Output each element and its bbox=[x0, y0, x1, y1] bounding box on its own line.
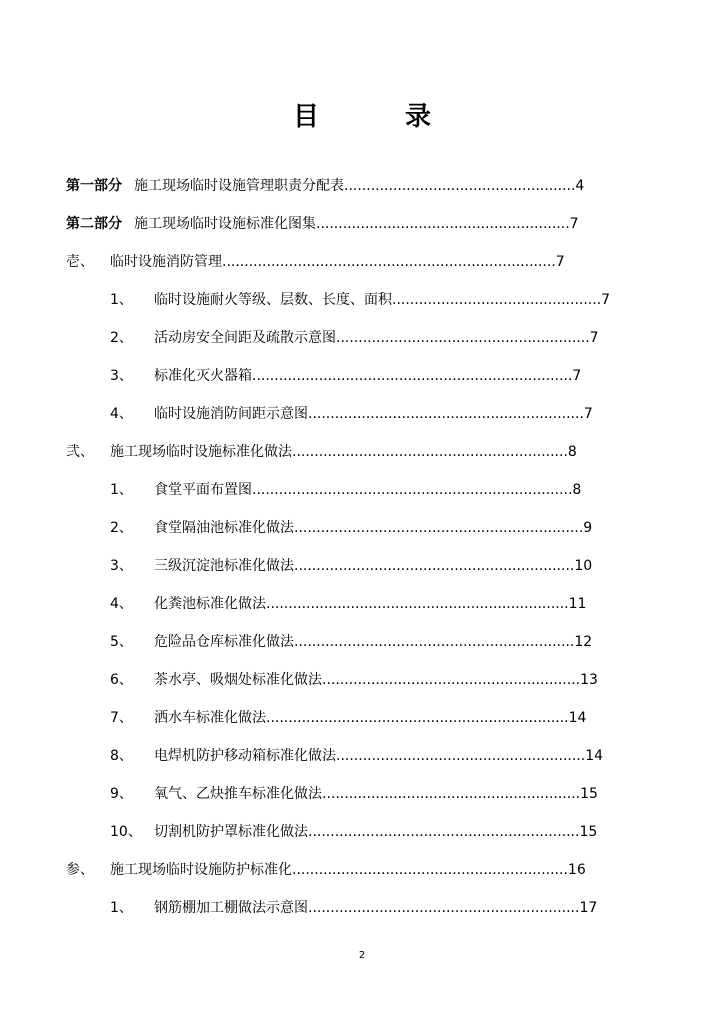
toc-entry-page: 7 bbox=[569, 216, 579, 232]
toc-entry-number: 4、 bbox=[110, 596, 133, 612]
toc-entry-number: 1、 bbox=[110, 900, 133, 916]
toc-entry-number: 第一部分 bbox=[66, 178, 122, 194]
toc-entry-number: 10、 bbox=[110, 824, 142, 840]
toc-entry-number: 1、 bbox=[110, 292, 133, 308]
toc-entry-title: 临时设施消防间距示意图..............................................................7 bbox=[154, 406, 593, 422]
toc-entry-title: 三级沉淀池标准化做法...............................................................10 bbox=[154, 558, 593, 574]
toc-title: 目 录 bbox=[292, 102, 461, 132]
toc-entry-title: 施工现场临时设施标准化做法..............................................................8 bbox=[110, 444, 577, 460]
toc-entry-number: 4、 bbox=[110, 406, 133, 422]
toc-entry-title: 临时设施消防管理...........................................................................7 bbox=[110, 254, 565, 270]
toc-entry-page: 7 bbox=[589, 330, 599, 346]
toc-entry-title: 标准化灭火器箱........................................................................7 bbox=[154, 368, 582, 384]
toc-entry-number: 6、 bbox=[110, 672, 133, 688]
toc-leader-dots: .................................................... bbox=[344, 178, 576, 194]
toc-entry-title: 临时设施耐火等级、层数、长度、面积...............................................7 bbox=[154, 292, 611, 308]
toc-entry-number: 第二部分 bbox=[66, 216, 122, 232]
toc-leader-dots: ........................................................ bbox=[336, 748, 586, 764]
toc-leader-dots: .............................................................. bbox=[292, 444, 568, 460]
toc-entry-page: 12 bbox=[574, 634, 593, 650]
toc-leader-dots: ............................................................. bbox=[308, 824, 580, 840]
toc-entry[interactable] bbox=[110, 288, 613, 312]
toc-entry-page: 7 bbox=[572, 368, 582, 384]
toc-entry-title: 氧气、乙炔推车标准化做法..........................................................15 bbox=[154, 786, 598, 802]
toc-entry-page: 4 bbox=[575, 178, 585, 194]
toc-entry-page: 10 bbox=[574, 558, 593, 574]
toc-leader-dots: ......................................................... bbox=[316, 216, 570, 232]
toc-entry-number: 参、 bbox=[66, 862, 94, 878]
toc-entry-number: 3、 bbox=[110, 368, 133, 384]
toc-entry-title: 食堂平面布置图........................................................................8 bbox=[154, 482, 582, 498]
toc-leader-dots: .................................................................... bbox=[266, 710, 569, 726]
toc-entry-number: 7、 bbox=[110, 710, 133, 726]
toc-leader-dots: ........................................................................... bbox=[222, 254, 556, 270]
page-number: 2 bbox=[358, 950, 366, 961]
toc-entry-title: 茶水亭、吸烟处标准化做法..........................................................13 bbox=[154, 672, 598, 688]
toc-leader-dots: .......................................................... bbox=[322, 786, 581, 802]
toc-entry-title: 食堂隔油池标准化做法.................................................................9 bbox=[154, 520, 593, 536]
toc-entry-title: 危险品仓库标准化做法...............................................................12 bbox=[154, 634, 593, 650]
toc-entry[interactable] bbox=[66, 858, 588, 882]
toc-leader-dots: .............................................................. bbox=[308, 406, 584, 422]
toc-entry[interactable] bbox=[66, 440, 581, 464]
toc-entry-number: 8、 bbox=[110, 748, 133, 764]
toc-entry-title: 化粪池标准化做法....................................................................11 bbox=[154, 596, 587, 612]
toc-entry[interactable] bbox=[110, 630, 596, 654]
toc-entry-page: 8 bbox=[567, 444, 577, 460]
toc-entry-title: 施工现场临时设施管理职责分配表....................................................4 bbox=[134, 178, 585, 194]
toc-entry[interactable] bbox=[110, 516, 594, 540]
toc-entry-page: 8 bbox=[572, 482, 582, 498]
toc-entry-title: 施工现场临时设施标准化图集.........................................................7 bbox=[134, 216, 579, 232]
toc-entry-page: 14 bbox=[585, 748, 604, 764]
toc-entry-page: 7 bbox=[555, 254, 565, 270]
toc-entry-number: 2、 bbox=[110, 330, 133, 346]
toc-entry[interactable] bbox=[110, 744, 604, 768]
toc-entry-page: 13 bbox=[580, 672, 598, 688]
toc-entry-title: 洒水车标准化做法....................................................................14 bbox=[154, 710, 587, 726]
toc-entry-title: 钢筋棚加工棚做法示意图.............................................................17 bbox=[154, 900, 598, 916]
toc-entry-page: 7 bbox=[601, 292, 611, 308]
toc-entry[interactable] bbox=[110, 820, 599, 844]
toc-entry-title: 施工现场临时设施防护标准化..............................................................16 bbox=[110, 862, 586, 878]
toc-entry[interactable] bbox=[66, 250, 568, 274]
toc-entry-number: 弐、 bbox=[66, 444, 94, 460]
toc-entry-number: 壱、 bbox=[66, 254, 94, 270]
toc-entry[interactable] bbox=[110, 402, 596, 426]
toc-entry-number: 2、 bbox=[110, 520, 133, 536]
toc-entry-number: 1、 bbox=[110, 482, 133, 498]
toc-entry-page: 14 bbox=[568, 710, 587, 726]
toc-entry-page: 7 bbox=[583, 406, 593, 422]
toc-leader-dots: ........................................................................ bbox=[252, 482, 573, 498]
toc-entry[interactable] bbox=[110, 554, 596, 578]
toc-entry-title: 切割机防护罩标准化做法.............................................................15 bbox=[154, 824, 598, 840]
toc-leader-dots: .............................................................. bbox=[292, 862, 568, 878]
toc-entry[interactable] bbox=[110, 896, 598, 920]
toc-leader-dots: ............................................................... bbox=[294, 634, 575, 650]
toc-leader-dots: .................................................................... bbox=[266, 596, 569, 612]
toc-entry-page: 17 bbox=[579, 900, 598, 916]
toc-entry-title: 电焊机防护移动箱标准化做法........................................................14 bbox=[154, 748, 604, 764]
toc-leader-dots: ................................................................. bbox=[294, 520, 584, 536]
toc-leader-dots: ............................................... bbox=[392, 292, 602, 308]
toc-entry-number: 9、 bbox=[110, 786, 133, 802]
toc-entry-title: 活动房安全间距及疏散示意图.........................................................7 bbox=[154, 330, 599, 346]
toc-entry[interactable] bbox=[110, 326, 601, 350]
toc-entry[interactable] bbox=[110, 706, 590, 730]
toc-entry[interactable] bbox=[66, 212, 580, 236]
toc-entry-page: 16 bbox=[567, 862, 586, 878]
toc-entry-page: 11 bbox=[568, 596, 587, 612]
toc-leader-dots: .......................................................... bbox=[322, 672, 581, 688]
toc-leader-dots: ............................................................... bbox=[294, 558, 575, 574]
toc-entry-number: 5、 bbox=[110, 634, 133, 650]
toc-leader-dots: ............................................................. bbox=[308, 900, 580, 916]
toc-entry-page: 15 bbox=[579, 824, 598, 840]
toc-entry[interactable] bbox=[110, 782, 601, 806]
toc-leader-dots: ......................................................... bbox=[336, 330, 590, 346]
toc-entry[interactable] bbox=[110, 478, 585, 502]
toc-leader-dots: ........................................................................ bbox=[252, 368, 573, 384]
toc-entry-number: 3、 bbox=[110, 558, 133, 574]
toc-entry[interactable] bbox=[110, 592, 590, 616]
toc-entry-page: 9 bbox=[583, 520, 593, 536]
toc-entry-page: 15 bbox=[580, 786, 598, 802]
toc-entry[interactable] bbox=[110, 668, 601, 692]
toc-entry[interactable] bbox=[66, 174, 586, 198]
toc-entry[interactable] bbox=[110, 364, 585, 388]
